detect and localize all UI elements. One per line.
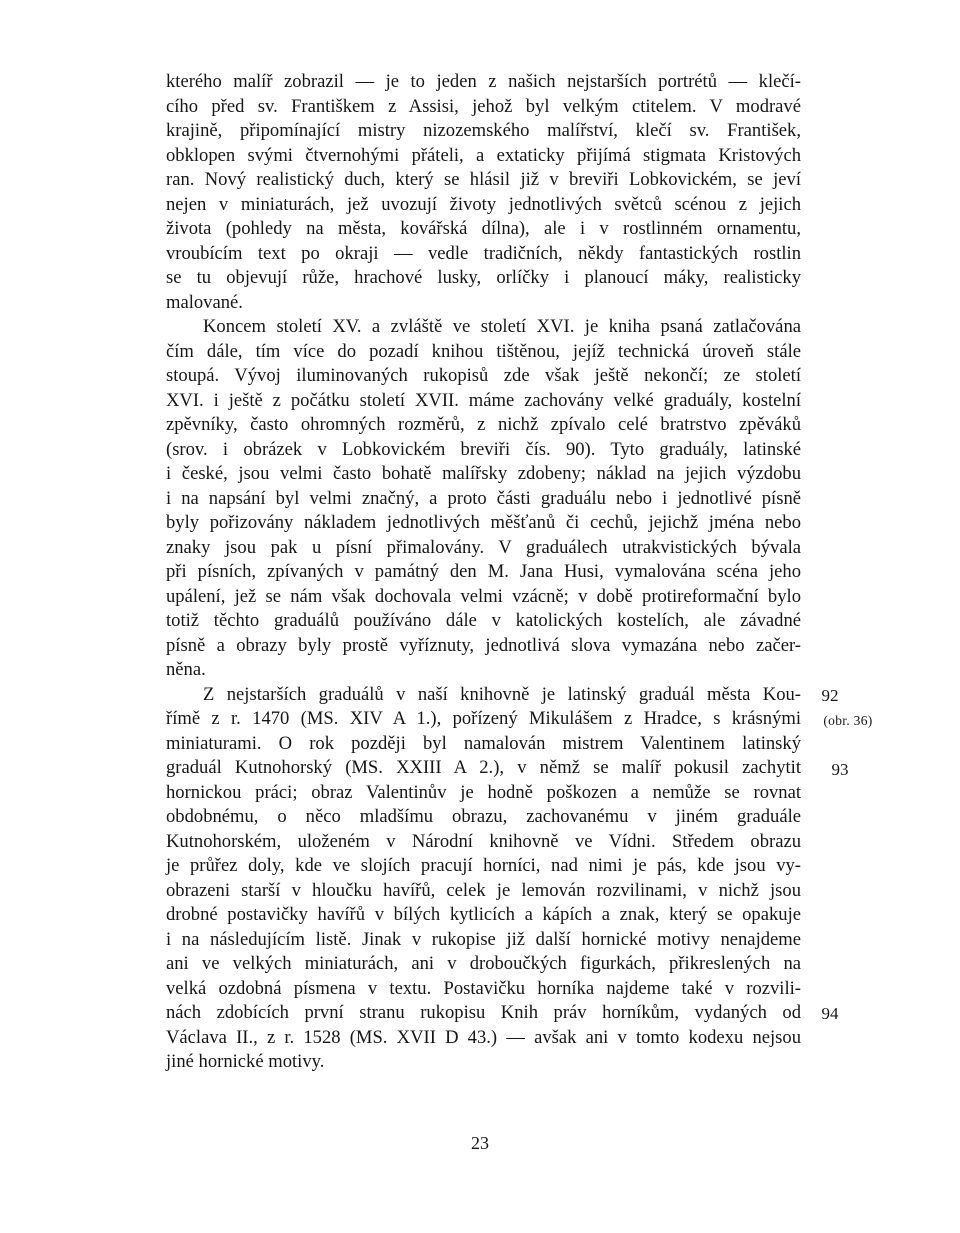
- text-line: Václava II., z r. 1528 (MS. XVII D 43.) — avšak ani v tomto kodexu nejsou: [166, 1027, 801, 1048]
- text-line: Z nejstarších graduálů v naší knihovně je latinský graduál města Kou-: [203, 684, 801, 705]
- text-line: obdobnému, o něco mladšímu obrazu, zachovanému v jiném graduále: [166, 806, 801, 827]
- text-line: vroubícím text po okraji — vedle tradičních, někdy fantastických rostlin: [166, 243, 801, 264]
- text-line: ran. Nový realistický duch, který se hlásil již v breviři Lobkovickém, se jeví: [166, 169, 801, 190]
- text-line: i na následujícím listě. Jinak v rukopise již další hornické motivy nenajdeme: [166, 929, 801, 950]
- text-line: krajině, připomínající mistry nizozemského malířství, klečí sv. František,: [166, 120, 801, 141]
- text-line: stoupá. Vývoj iluminovaných rukopisů zde však ještě nekončí; ze století: [166, 365, 801, 386]
- text-line: římě z r. 1470 (MS. XIV A 1.), pořízený Mikulášem z Hradce, s krásnými: [166, 708, 801, 729]
- text-line: obklopen svými čtvernohými přáteli, a extaticky přijímá stigmata Kristových: [166, 145, 801, 166]
- margin-note-figure-94: 94: [821, 1004, 839, 1023]
- text-line: Koncem století XV. a zvláště ve století XVI. je kniha psaná zatlačována: [203, 316, 801, 337]
- text-line: i české, jsou velmi často bohatě malířsky zdobeny; náklad na jejich výzdobu: [166, 463, 801, 484]
- text-line: se tu objevují růže, hrachové lusky, orlíčky i planoucí máky, realisticky: [166, 267, 801, 288]
- text-line: znaky jsou pak u písní přimalovány. V graduálech utrakvistických bývala: [166, 537, 801, 558]
- text-line: cího před sv. Františkem z Assisi, jehož byl velkým ctitelem. V modravé: [166, 96, 801, 117]
- text-line: byly pořizovány nákladem jednotlivých měšťanů či cechů, jejichž jména nebo: [166, 512, 801, 533]
- text-line: písně a obrazy byly prostě vyříznuty, jednotlivá slova vymazána nebo začer-: [166, 635, 801, 656]
- text-line: něna.: [166, 659, 206, 680]
- text-line: obrazeni starší v hloučku havířů, celek je lemován rozvilinami, v nichž jsou: [166, 880, 801, 901]
- text-line: malované.: [166, 292, 243, 313]
- text-line: nejen v miniaturách, jež uvozují životy jednotlivých světců scénou z jejich: [166, 194, 801, 215]
- text-line: XVI. i ještě z počátku století XVII. máme zachovány velké graduály, kostelní: [166, 390, 801, 411]
- margin-note-figure-93: 93: [831, 760, 849, 779]
- text-line: při písních, zpívaných v památný den M. Jana Husi, vymalována scéna jeho: [166, 561, 801, 582]
- text-line: je průřez doly, kde ve slojích pracují horníci, nad nimi je pás, kde jsou vy-: [166, 855, 801, 876]
- text-line: zpěvníky, často ohromných rozměrů, z nichž zpívalo celé bratrstvo zpěváků: [166, 414, 801, 435]
- text-line: upálení, jež se nám však dochovala velmi vzácně; v době protireformační bylo: [166, 586, 801, 607]
- text-line: miniaturami. O rok později byl namalován mistrem Valentinem latinský: [166, 733, 801, 754]
- margin-note-illustration-36: (obr. 36): [823, 713, 873, 728]
- margin-note-figure-92: 92: [821, 686, 839, 705]
- text-line: jiné hornické motivy.: [166, 1051, 325, 1072]
- text-line: ani ve velkých miniaturách, ani v droboučkých figurkách, přikreslených na: [166, 953, 801, 974]
- text-line: hornickou práci; obraz Valentinův je hodně poškozen a nemůže se rovnat: [166, 782, 801, 803]
- text-line: graduál Kutnohorský (MS. XXIII A 2.), v němž se malíř pokusil zachytit: [166, 757, 801, 778]
- text-line: života (pohledy na města, kovářská dílna), ale i v rostlinném ornamentu,: [166, 218, 801, 239]
- text-line: i na napsání byl velmi značný, a proto části graduálu nebo i jednotlivé písně: [166, 488, 801, 509]
- text-line: nách zdobících první stranu rukopisu Knih práv horníkům, vydaných od: [166, 1002, 801, 1023]
- page-number: 23: [471, 1133, 489, 1153]
- text-line: velká ozdobná písmena v textu. Postavičku horníka najdeme také v rozvili-: [166, 978, 801, 999]
- text-line: čím dále, tím více do pozadí knihou tištěnou, jejíž technická úroveň stále: [166, 341, 801, 362]
- text-line: (srov. i obrázek v Lobkovickém breviři čís. 90). Tyto graduály, latinské: [166, 439, 801, 460]
- text-line: drobné postavičky havířů v bílých kytlicích a kápích a znak, který se opakuje: [166, 904, 801, 925]
- text-line: totiž těchto graduálů používáno dále v katolických kostelích, ale závadné: [166, 610, 801, 631]
- text-line: Kutnohorském, uloženém v Národní knihovně ve Vídni. Středem obrazu: [166, 831, 801, 852]
- text-line: kterého malíř zobrazil — je to jeden z našich nejstarších portrétů — klečí-: [166, 71, 801, 92]
